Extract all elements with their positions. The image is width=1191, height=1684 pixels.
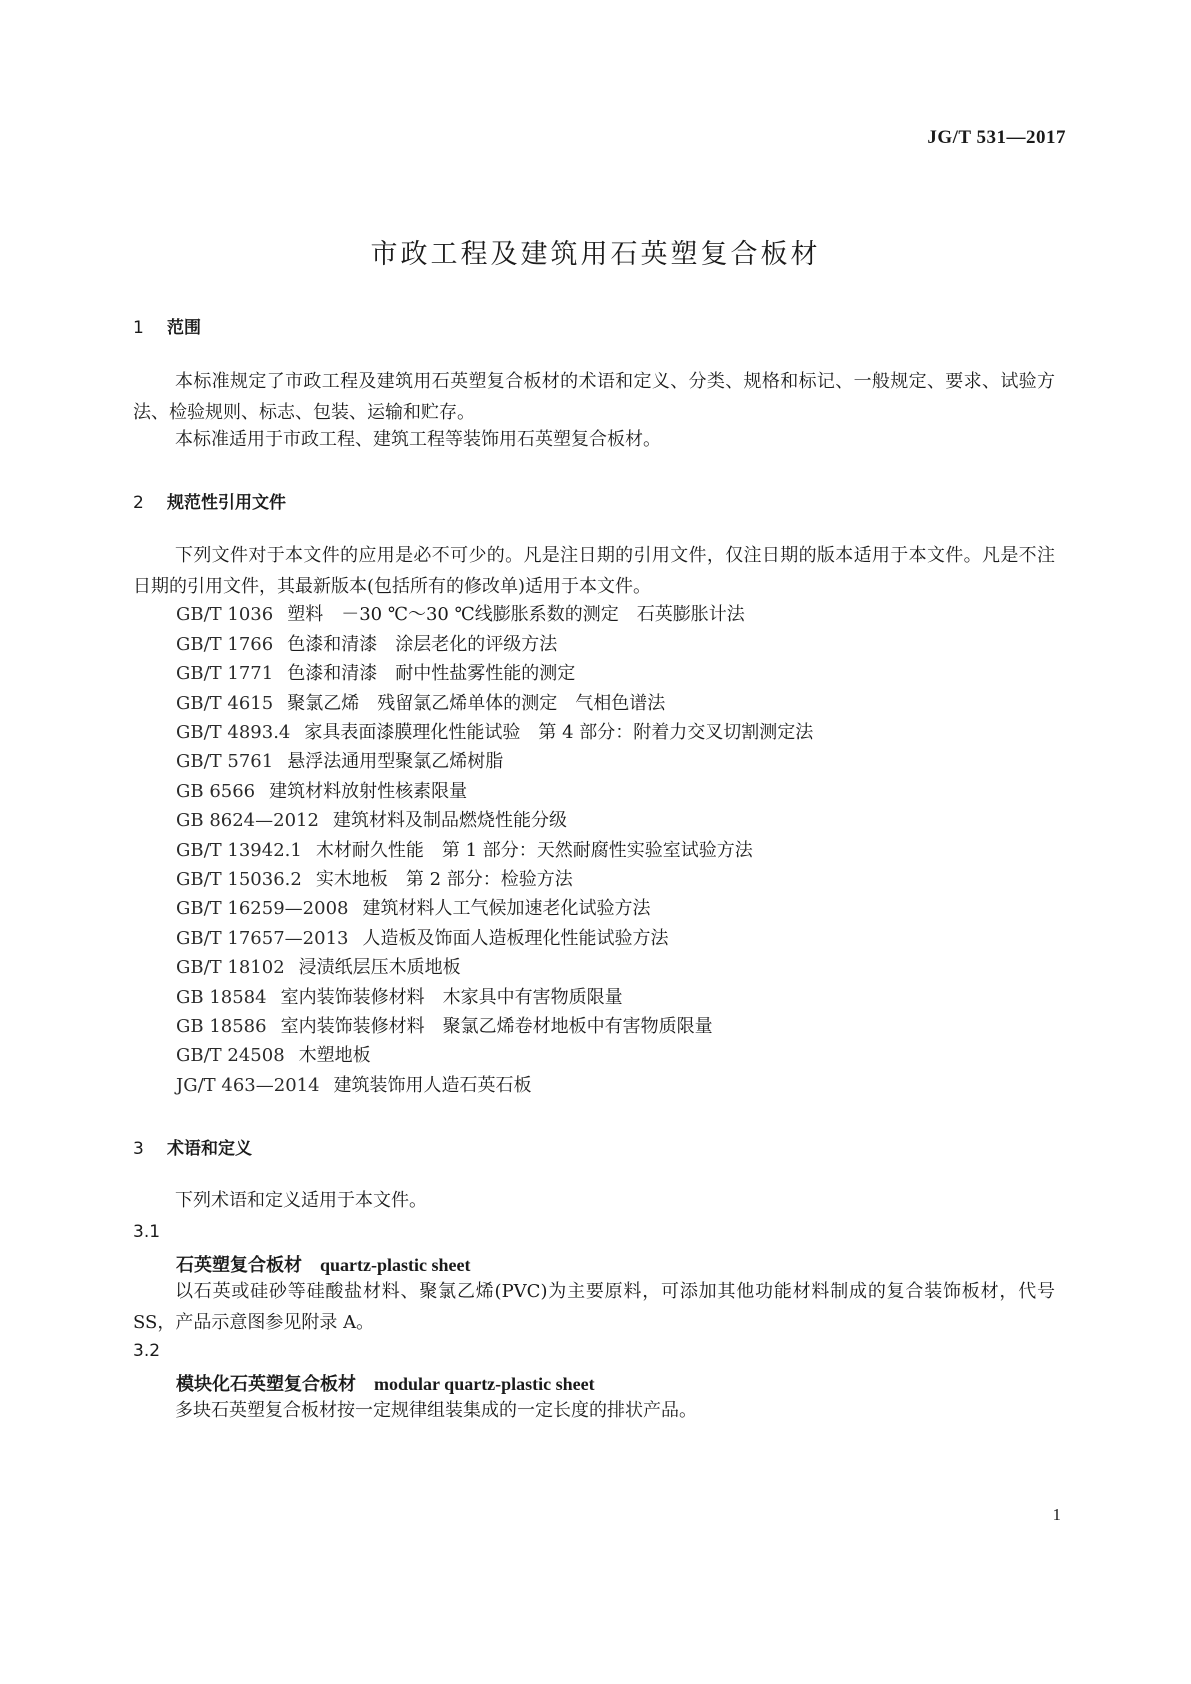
reference-item (176, 982, 623, 1013)
reference-title: 实木地板 第 2 部分：检验方法 (315, 869, 573, 890)
scope-paragraph-2: 本标准适用于市政工程、建筑工程等装饰用石英塑复合板材。 (175, 429, 661, 450)
reference-code: GB/T 16259—2008 (176, 898, 349, 919)
reference-title: 室内装饰装修材料 聚氯乙烯卷材地板中有害物质限量 (280, 1016, 713, 1037)
term-en: quartz-plastic sheet (320, 1255, 471, 1275)
reference-code: GB 6566 (176, 781, 256, 802)
reference-item (176, 1040, 371, 1071)
reference-item (176, 717, 813, 748)
reference-item (176, 1070, 532, 1101)
reference-code: GB/T 4615 (176, 693, 274, 714)
reference-code: GB 18584 (176, 987, 267, 1008)
reference-title: 浸渍纸层压木质地板 (298, 957, 461, 978)
reference-title: 木塑地板 (298, 1045, 371, 1066)
reference-code: GB/T 15036.2 (176, 869, 302, 890)
term-title (176, 1370, 595, 1396)
reference-code: GB 18586 (176, 1016, 267, 1037)
section-number: 1 (133, 318, 144, 338)
reference-code: GB 8624—2012 (176, 810, 319, 831)
section-2-heading (133, 488, 286, 513)
reference-code: GB/T 1766 (176, 634, 274, 655)
reference-title: 建筑材料及制品燃烧性能分级 (332, 810, 567, 831)
reference-item (176, 746, 503, 777)
reference-title: 塑料 －30 ℃～30 ℃线膨胀系数的测定 石英膨胀计法 (287, 604, 745, 625)
reference-title: 色漆和清漆 耐中性盐雾性能的测定 (287, 663, 576, 684)
reference-title: 悬浮法通用型聚氯乙烯树脂 (287, 751, 504, 772)
reference-title: 聚氯乙烯 残留氯乙烯单体的测定 气相色谱法 (287, 693, 666, 714)
section-title: 规范性引用文件 (167, 493, 286, 513)
term-definition: 以石英或硅砂等硅酸盐材料、聚氯乙烯(PVC)为主要原料，可添加其他功能材料制成的复合装饰板材，代号 SS，产品示意图参见附录 A。 (133, 1281, 1055, 1333)
document-title: 市政工程及建筑用石英塑复合板材 (370, 239, 821, 270)
reference-title: 建筑材料人工气候加速老化试验方法 (362, 898, 651, 919)
section-3-heading (133, 1134, 252, 1159)
reference-code: GB/T 18102 (176, 957, 285, 978)
term-zh: 模块化石英塑复合板材 (176, 1374, 356, 1395)
reference-code: GB/T 5761 (176, 751, 274, 772)
reference-item (176, 599, 745, 630)
terms-intro: 下列术语和定义适用于本文件。 (175, 1190, 427, 1211)
reference-title: 建筑材料放射性核素限量 (269, 781, 468, 802)
reference-title: 室内装饰装修材料 木家具中有害物质限量 (280, 987, 623, 1008)
reference-item (176, 923, 668, 954)
reference-item (176, 658, 575, 689)
reference-code: GB/T 1036 (176, 604, 274, 625)
section-number: 2 (133, 493, 144, 513)
reference-code: JG/T 463—2014 (176, 1075, 320, 1096)
page-number: 1 (1052, 1505, 1061, 1524)
reference-title: 人造板及饰面人造板理化性能试验方法 (362, 928, 669, 949)
term-definition: 多块石英塑复合板材按一定规律组装集成的一定长度的排状产品。 (175, 1400, 697, 1421)
reference-code: GB/T 1771 (176, 663, 274, 684)
reference-title: 色漆和清漆 涂层老化的评级方法 (287, 634, 558, 655)
reference-item (176, 1011, 713, 1042)
reference-title: 建筑装饰用人造石英石板 (333, 1075, 532, 1096)
section-title: 术语和定义 (167, 1139, 252, 1159)
term-number: 3.1 (133, 1222, 161, 1242)
reference-item (176, 629, 557, 660)
term-en: modular quartz-plastic sheet (374, 1374, 595, 1394)
reference-item (176, 805, 567, 836)
reference-title: 家具表面漆膜理化性能试验 第 4 部分：附着力交叉切割测定法 (304, 722, 814, 743)
standard-number: JG/T 531—2017 (927, 127, 1066, 148)
normative-references-intro: 下列文件对于本文件的应用是必不可少的。凡是注日期的引用文件，仅注日期的版本适用于本文件。凡是不注日期的引用文件，其最新版本(包括所有的修改单)适用于本文件。 (133, 545, 1055, 597)
reference-code: GB/T 4893.4 (176, 722, 291, 743)
reference-item (176, 688, 665, 719)
reference-title: 木材耐久性能 第 1 部分：天然耐腐性实验室试验方法 (315, 840, 753, 861)
reference-code: GB/T 13942.1 (176, 840, 302, 861)
reference-code: GB/T 17657—2013 (176, 928, 349, 949)
reference-code: GB/T 24508 (176, 1045, 285, 1066)
reference-item (176, 952, 461, 983)
reference-item (176, 864, 573, 895)
term-title (176, 1251, 470, 1277)
reference-item (176, 835, 753, 866)
scope-paragraph-1: 本标准规定了市政工程及建筑用石英塑复合板材的术语和定义、分类、规格和标记、一般规定、要求、试验方法、检验规则、标志、包装、运输和贮存。 (133, 371, 1055, 423)
term-number: 3.2 (133, 1341, 161, 1361)
term-zh: 石英塑复合板材 (176, 1255, 302, 1276)
section-number: 3 (133, 1139, 144, 1159)
section-title: 范围 (167, 318, 201, 338)
section-1-heading (133, 313, 201, 338)
reference-item (176, 893, 650, 924)
reference-item (176, 776, 467, 807)
